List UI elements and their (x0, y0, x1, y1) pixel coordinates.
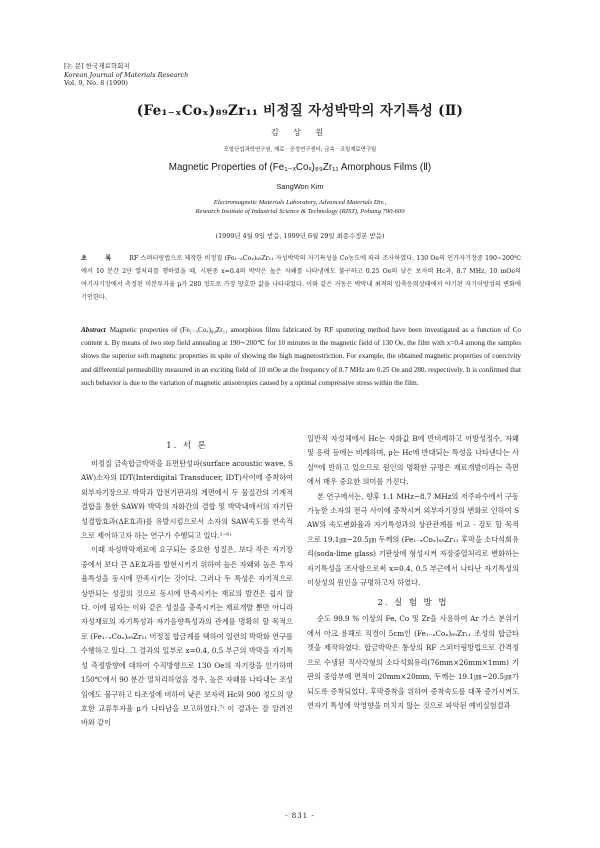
section-1-paragraph-1: 비정질 금속합금박막을 표면탄성파(surface acoustic wave, SAW)소자의 IDT(Interdigital Transducer, IDT)사이에 증착하여 외부자기장으로 박막과 압전기판과의 계면에서 두 물질간의 기계적 결합을 통한 SAW와 박막의 자화간의 결합 및 박막내에서의 자기탄성결합효과(ΔE효과)를 유발시킴으로서 소자의 SAW속도를 연속적으로 제어하고자 하는 연구가 수행되고 있다.¹⁻⁶⁾ (81, 459, 293, 541)
author-english: SangWon Kim (276, 182, 324, 191)
left-column (81, 437, 293, 731)
section-2-heading: 2. 실 험 방 법 (377, 597, 449, 608)
affiliation-english-line-2: Research Institute of Industrial Science & Technology (RIST), Pohang 790-600 (195, 208, 405, 215)
abstract-korean-text: RF 스퍼터링법으로 제작한 비정질 (Fe₁₋ₓCoₓ)₈₉Zr₁₁ 자성박막의 자기특성을 Co농도에 따라 조사하였다. 130 Oe의 인가자기장중 190∼200℃에서 10 분간 2단 열처리를 행하였을 때, 시편중 x=0.4의 박막은 높은 자왜를 나타냄에도 불구하고 0.25 Oe의 낮은 보자력 Hc과, 8.7 MHz, 10 mOe의 여기자기장에서 측정된 미분투자율 μ가 280 정도로 가장 양호한 값을 나타내었다. 이와 같은 거동은 박막내 최적의 압축응력상태에서 야기된 자기이방성의 변화에 기인한다. (81, 255, 522, 301)
affiliation-english (0, 198, 600, 216)
right-column (307, 432, 519, 713)
journal-header (64, 62, 188, 88)
journal-name: Korean Journal of Materials Research (64, 70, 189, 79)
paper-title-english: Magnetic Properties of (Fe₁₋ₓCoₓ)₈₉Zr₁₁ Amorphous Films (Ⅱ) (168, 162, 432, 173)
abstract-english-text: Magnetic properties of (Fe₁₋ₓCoₓ)₈₉Zr₁₁ amorphous films fabricated by RF sputtering method have been investigated as a function of Co content x. By means of two step field annealing at 190∼200℃ for 10 minutes in the magnetic field of 130 Oe, the film with x=0.4 among the samples shows the superior soft magnetic properties in spite of showing the high magnetostriction. For example, the obtained magnetic properties of coercivity and differential permeability measured in an exciting field of 10 mOe at the frequency of 8.7 MHz are 0.25 Oe and 280, respectively. It is confirmed that such behavior is due to the variation of magnetic anisotropies caused by a optimal compressive stress within the film. (81, 326, 521, 387)
abstract-korean-label: 초 록 (81, 255, 120, 262)
journal-volume: Vol. 9, No. 8 (1999) (64, 79, 128, 88)
section-1-paragraph-2: 이때 자성박막재료에 요구되는 중요한 성질은, 보다 작은 자기장중에서 보다 큰 ΔE효과를 발현시키기 위하여 높은 자왜와 높은 투자율특성을 동시에 만족시키는 것이다. 그러나 두 특성은 자기적으로 상반되는 성질의 것으로 동시에 만족시키는 재료의 발견은 쉽지 않다. 이에 필자는 이와 같은 성질을 충족시키는 재료개발 뿐만 아니라 자성재료의 자기특성과 자기음향특성과의 관계를 명확히 할 목적으로 (Fe₁₋ₓCoₓ)₈₉Zr₁₁ 비정질 합금계를 택하여 일련의 박막화 연구를 수행하고 있다. 그 결과의 일부로 x=0.4, 0.5 부근의 박막을 자기특성 측정방향에 대하여 수직방향으로 130 Oe의 자기장을 인가하며 150℃에서 90 분간 열처리하였을 경우, 높은 자왜를 나타내는 조성임에도 불구하고 타조성에 비하여 낮은 보자력 Hc와 900 정도의 양호한 교류투자율 μ가 나타남을 보고하였다.⁷⁾ 이 결과는 잘 알려진 바와 같이 (81, 545, 293, 728)
paper-title-korean: (Fe₁₋ₓCoₓ)₈₉Zr₁₁ 비정질 자성박막의 자기특성 (Ⅱ) (136, 103, 464, 119)
section-1-heading: 1. 서 론 (166, 440, 208, 450)
section-2-paragraph-1: 순도 99.9 % 이상의 Fe, Co 및 Zr을 사용하여 Ar 가스 분위기에서 아크 용해로 직경이 5cm인 (Fe₁₋ₓCoₓ)₈₉Zr₁₁ 조성의 합금타겟을 제작하였다. 합금박막은 통상의 RF 스퍼터링방법으로 간격정으로 수냉된 직사각형의 소다석회유리(76mm×26mm×1mm) 기판의 중앙부에 면적이 20mm×20mm, 두께는 19.1㎛∼20.5㎛가 되도록 증착되었다. 후막증착을 위하여 증착속도를 대폭 증가시켜도 연자기 특성에 악영향을 미치지 않는 것으로 파악된 예비실험결과 (307, 614, 519, 710)
section-1-paragraph-continued: 일반적 자성체에서 Hc는 자화값 B에 반비례하고 이방성정수, 자왜 및 응력 등에는 비례하며, μ는 Hc에 반대되는 특성을 나타낸다는 사실⁸⁾에 반하고 있으므로 원인의 명확한 규명은 재료개발이라는 측면에서 매우 중요한 의미를 가진다. (307, 434, 519, 487)
received-dates: (1999년 4월 9일 받음, 1999년 6월 29일 최종수정본 받음) (215, 232, 385, 240)
abstract-english-label: Abstract (81, 326, 106, 334)
affiliation-english-line-1: Electromagnetic Materials Laboratory, Advanced Materials Div., (213, 199, 387, 206)
journal-category: [논 문] 한국재료학회지 (64, 62, 130, 70)
section-1-paragraph-3: 본 연구에서는, 향후 1.1 MHz∼8.7 MHz의 저주파수에서 구동가능한 소자의 전극 사이에 증착시켜 외부자기장의 변화로 인하여 SAW의 속도변화율과 자기특성과의 상관관계를 비교 · 검토 할 목적으로 19.1㎛∼20.5㎛ 두께의 (Fe₁₋ₓCoₓ)₈₉Zr₁₁ 후막을 소다석회유리(soda-lime glass) 기판상에 형성시켜 자장중열처리로 변화하는 자기특성을 조사함으로써 x=0.4, 0.5 부근에서 나타난 자기특성의 이상성의 원인을 규명하고자 하였다. (307, 491, 519, 588)
author-korean: 김 상 원 (270, 128, 330, 137)
abstract-korean (81, 252, 521, 304)
affiliation-korean: 포항산업과학연구원, 재료 · 공정연구센터, 금속 · 코팅재료연구팀 (223, 147, 377, 153)
page-number: - 831 - (285, 812, 315, 820)
abstract-english (81, 324, 521, 390)
